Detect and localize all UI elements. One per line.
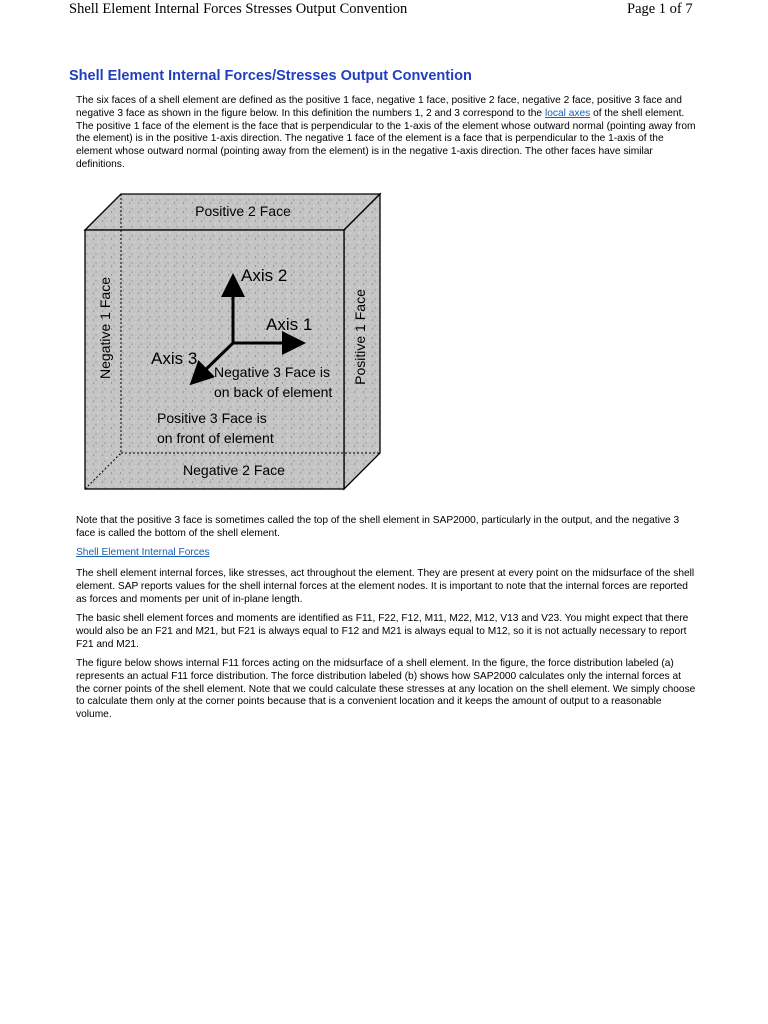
negative-1-face-label: Negative 1 Face	[97, 277, 113, 379]
intro-paragraph	[76, 95, 696, 172]
page-number: Page 1 of 7	[627, 1, 693, 17]
negative-3-face-note-2: on back of element	[214, 384, 333, 400]
header-title: Shell Element Internal Forces Stresses Output Convention	[69, 1, 408, 17]
shell-element-faces-figure	[83, 192, 383, 492]
shell-internal-forces-link[interactable]: Shell Element Internal Forces	[76, 547, 210, 558]
intro-text-b: of the shell element. The positive 1 face of the element is the face that is perpendicular to the 1-axis of the element whose outward normal (pointing away from the element) is in the positive 1-axis direction. The negative 1 face of the element is a face that is perpendicular to the 1-axis of the element whose outward normal (pointing away from the element) is in the negative 1-axis direction. The other faces have similar definitions.	[76, 107, 696, 170]
axis-2-label: Axis 2	[241, 266, 288, 285]
axis-1-label: Axis 1	[266, 315, 313, 334]
negative-2-face-label: Negative 2 Face	[183, 462, 285, 478]
positive-1-face-label: Positive 1 Face	[352, 289, 368, 385]
positive-3-face-note-1: Positive 3 Face is	[157, 410, 267, 426]
intro-text-a: The six faces of a shell element are defined as the positive 1 face, negative 1 face, positive 2 face, negative 2 face, positive 3 face and negative 3 face as shown in the figure below. In this definition the numbers 1, 2 and 3 correspond to the	[76, 95, 682, 119]
local-axes-link[interactable]: local axes	[544, 107, 591, 119]
positive-2-face-label: Positive 2 Face	[195, 203, 291, 219]
axis-3-label: Axis 3	[151, 349, 198, 368]
f11-figure-paragraph: The figure below shows internal F11 forces acting on the midsurface of a shell element. In the figure, the force distribution labeled (a) represents an actual F11 force distribution. The force distribution labeled (b) shows how SAP2000 calculates only the internal forces at the corner points of the shell element. Note that we could calculate these stresses at any location on the shell element. We simply choose to calculate them only at the corner points because that is a convenient location and it keeps the amount of output to a reasonable volume.	[76, 658, 696, 721]
section-link-line	[76, 547, 696, 560]
forces-moments-paragraph: The basic shell element forces and moments are identified as F11, F22, F12, M11, M22, M12, V13 and V23. You might expect that there would also be an F21 and M21, but F21 is always equal to F12 and M21 is always equal to M12, so it is not actually necessary to report F21 and M21.	[76, 613, 689, 650]
note-paragraph: Note that the positive 3 face is sometimes called the top of the shell element in SAP2000, particularly in the output, and the negative 3 face is called the bottom of the shell element.	[76, 515, 680, 539]
internal-forces-paragraph: The shell element internal forces, like stresses, act throughout the element. They are present at every point on the midsurface of the shell element. SAP reports values for the shell internal forces at the element nodes. It is important to note that the internal forces are reported as forces and moments per unit of in-plane length.	[76, 568, 695, 605]
page-header	[0, 0, 768, 22]
negative-3-face-note-1: Negative 3 Face is	[214, 364, 330, 380]
document-title: Shell Element Internal Forces/Stresses Output Convention	[69, 68, 472, 84]
positive-3-face-note-2: on front of element	[157, 430, 274, 446]
